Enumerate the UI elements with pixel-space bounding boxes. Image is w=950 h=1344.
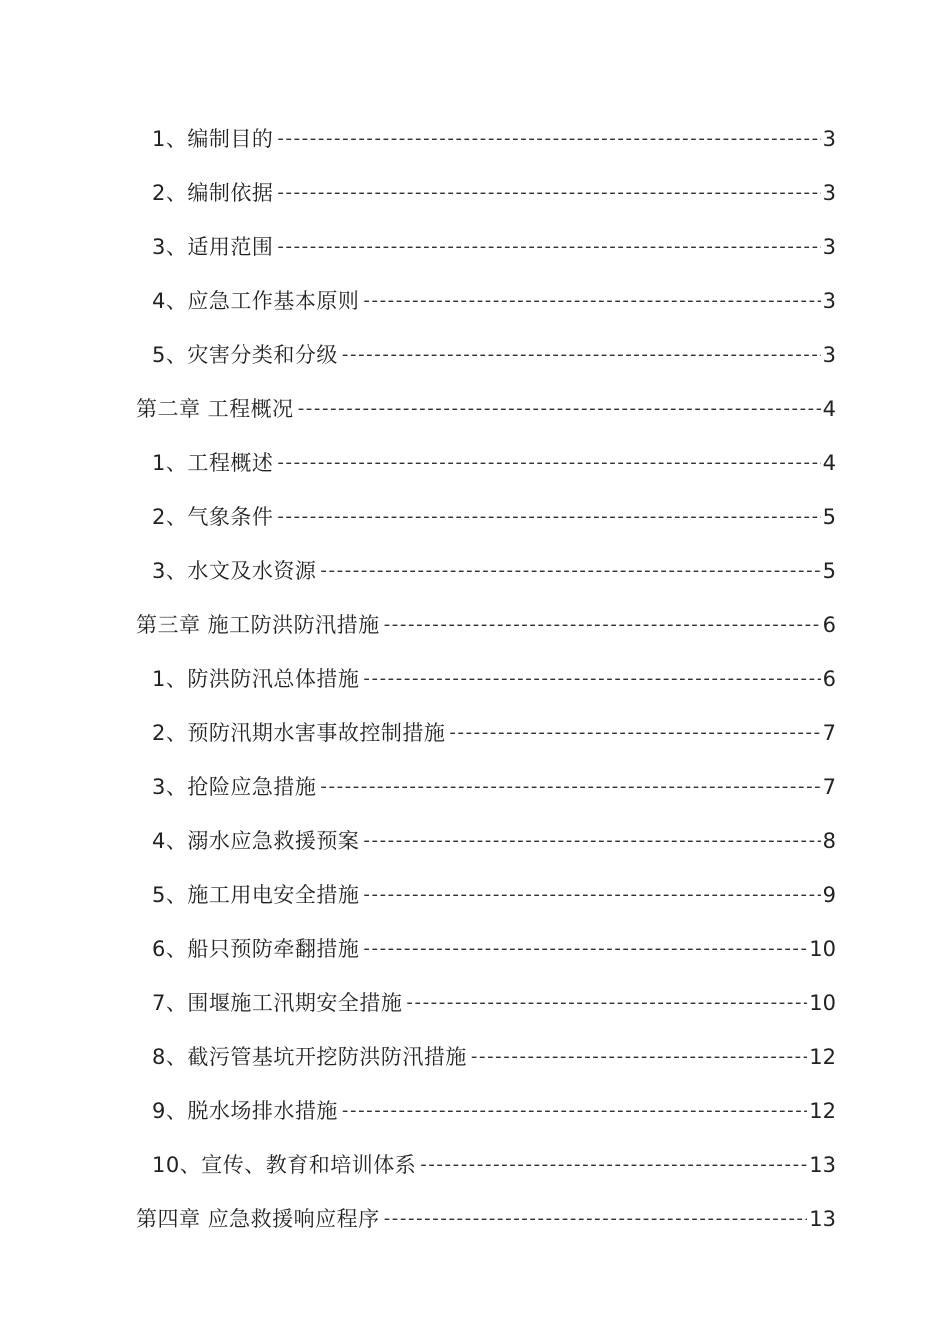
toc-chapter-title: 第三章 施工防洪防汛措施 <box>136 613 380 637</box>
toc-entry[interactable] <box>0 868 950 922</box>
toc-page-number: 10 <box>809 991 836 1015</box>
toc-entry[interactable] <box>0 328 950 382</box>
toc-dot-leader <box>384 598 821 652</box>
toc-entry[interactable] <box>0 1084 950 1138</box>
toc-dot-leader <box>363 274 820 328</box>
toc-page-number: 3 <box>822 289 836 313</box>
toc-dot-leader <box>449 706 820 760</box>
toc-dot-leader <box>363 652 820 706</box>
toc-entry-title: 3、适用范围 <box>152 235 274 259</box>
table-of-contents <box>0 112 950 1246</box>
toc-page-number: 3 <box>822 181 836 205</box>
toc-chapter-title: 第二章 工程概况 <box>136 397 294 421</box>
toc-entry[interactable] <box>0 436 950 490</box>
toc-dot-leader <box>277 166 820 220</box>
toc-chapter-entry[interactable] <box>0 598 950 652</box>
toc-dot-leader <box>277 436 820 490</box>
toc-entry-title: 6、船只预防牵翻措施 <box>152 937 360 961</box>
toc-page-number: 5 <box>822 559 836 583</box>
toc-page-number: 3 <box>822 343 836 367</box>
toc-entry[interactable] <box>0 706 950 760</box>
toc-dot-leader <box>277 112 820 166</box>
toc-entry-title: 2、气象条件 <box>152 505 274 529</box>
toc-entry[interactable] <box>0 760 950 814</box>
toc-page-number: 9 <box>822 883 836 907</box>
toc-entry[interactable] <box>0 166 950 220</box>
toc-page-number: 12 <box>809 1045 836 1069</box>
toc-chapter-entry[interactable] <box>0 1192 950 1246</box>
toc-entry[interactable] <box>0 922 950 976</box>
toc-page-number: 13 <box>809 1207 836 1231</box>
toc-entry-title: 1、编制目的 <box>152 127 274 151</box>
toc-entry-title: 1、工程概述 <box>152 451 274 475</box>
toc-entry[interactable] <box>0 490 950 544</box>
toc-page-number: 12 <box>809 1099 836 1123</box>
toc-entry[interactable] <box>0 274 950 328</box>
toc-entry-title: 7、围堰施工汛期安全措施 <box>152 991 403 1015</box>
toc-page-number: 6 <box>822 613 836 637</box>
toc-entry-title: 10、宣传、教育和培训体系 <box>152 1153 417 1177</box>
toc-entry[interactable] <box>0 1030 950 1084</box>
toc-entry-title: 2、预防汛期水害事故控制措施 <box>152 721 446 745</box>
toc-page-number: 10 <box>809 937 836 961</box>
toc-page-number: 7 <box>822 721 836 745</box>
toc-dot-leader <box>384 1192 808 1246</box>
toc-entry[interactable] <box>0 652 950 706</box>
toc-entry-title: 8、截污管基坑开挖防洪防汛措施 <box>152 1045 467 1069</box>
toc-chapter-title: 第四章 应急救援响应程序 <box>136 1207 380 1231</box>
toc-dot-leader <box>363 922 807 976</box>
toc-dot-leader <box>342 328 821 382</box>
toc-dot-leader <box>471 1030 807 1084</box>
toc-entry-title: 4、应急工作基本原则 <box>152 289 360 313</box>
toc-entry-title: 1、防洪防汛总体措施 <box>152 667 360 691</box>
toc-dot-leader <box>363 814 820 868</box>
toc-page-number: 5 <box>822 505 836 529</box>
toc-dot-leader <box>406 976 807 1030</box>
toc-chapter-entry[interactable] <box>0 382 950 436</box>
toc-entry[interactable] <box>0 112 950 166</box>
toc-entry-title: 5、施工用电安全措施 <box>152 883 360 907</box>
toc-dot-leader <box>298 382 821 436</box>
toc-dot-leader <box>320 544 820 598</box>
toc-entry[interactable] <box>0 814 950 868</box>
toc-page-number: 8 <box>822 829 836 853</box>
toc-page-number: 7 <box>822 775 836 799</box>
toc-page-number: 3 <box>822 127 836 151</box>
toc-entry-title: 5、灾害分类和分级 <box>152 343 338 367</box>
toc-entry[interactable] <box>0 220 950 274</box>
toc-dot-leader <box>420 1138 807 1192</box>
toc-page-number: 4 <box>822 451 836 475</box>
toc-page-number: 6 <box>822 667 836 691</box>
toc-entry-title: 4、溺水应急救援预案 <box>152 829 360 853</box>
toc-entry-title: 3、抢险应急措施 <box>152 775 317 799</box>
toc-entry[interactable] <box>0 976 950 1030</box>
toc-dot-leader <box>320 760 820 814</box>
toc-page-number: 3 <box>822 235 836 259</box>
toc-entry[interactable] <box>0 544 950 598</box>
toc-entry-title: 2、编制依据 <box>152 181 274 205</box>
toc-dot-leader <box>277 490 820 544</box>
toc-entry-title: 3、水文及水资源 <box>152 559 317 583</box>
toc-entry[interactable] <box>0 1138 950 1192</box>
toc-page-number: 4 <box>822 397 836 421</box>
toc-dot-leader <box>277 220 820 274</box>
toc-dot-leader <box>363 868 820 922</box>
toc-entry-title: 9、脱水场排水措施 <box>152 1099 338 1123</box>
toc-dot-leader <box>342 1084 807 1138</box>
toc-page-number: 13 <box>809 1153 836 1177</box>
